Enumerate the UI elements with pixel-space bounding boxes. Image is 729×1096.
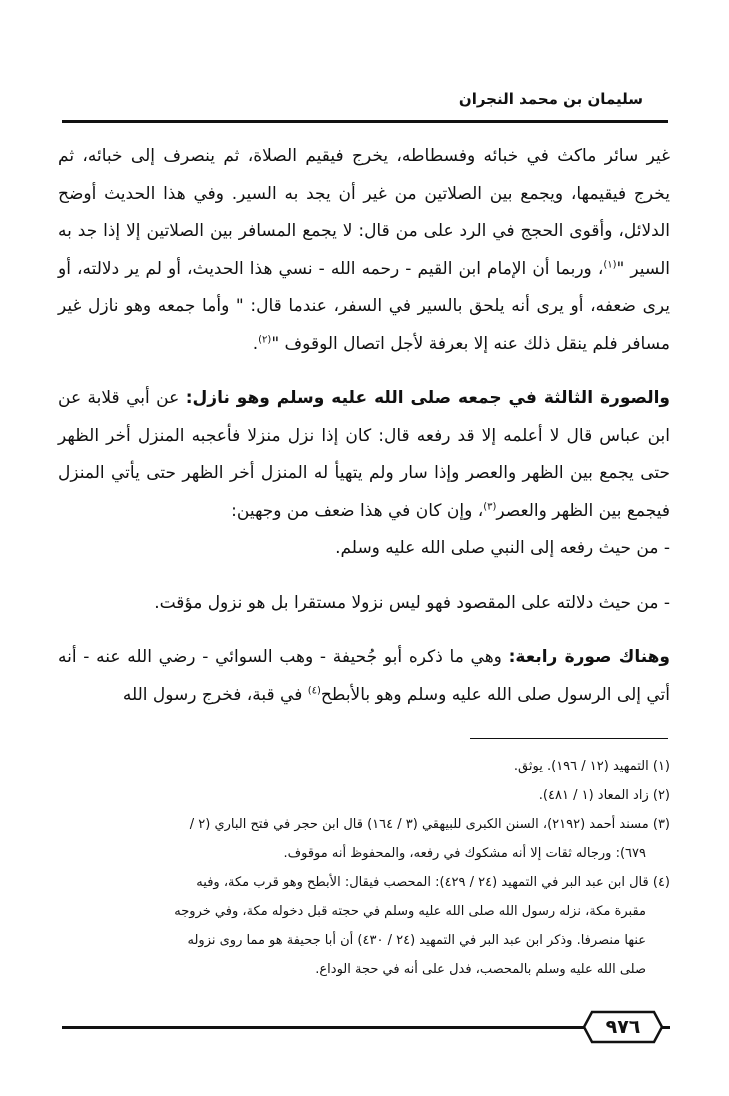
footnote-separator — [470, 738, 668, 739]
running-header-title: سليمان بن محمد النجران — [458, 90, 643, 108]
paragraph-1-end: . — [252, 333, 259, 354]
paragraph-1 — [58, 138, 670, 363]
paragraph-5-text-cont: في قبة، فخرج رسول الله — [122, 684, 308, 705]
paragraph-3: - من حيث رفعه إلى النبي صلى الله عليه وسلم. — [335, 538, 670, 558]
paragraph-5-heading: وهناك صورة رابعة: — [508, 647, 670, 667]
footnote-ref-1[interactable]: (١) — [603, 258, 617, 270]
footnote-ref-4[interactable]: (٤) — [307, 684, 321, 696]
paragraph-1-text-cont: ، وربما أن الإمام ابن القيم - رحمه الله - نسي هذا الحديث، أو لم ير دلالته، أو يرى ضعفه، أو يرى أنه يلحق بالسير في السفر، عندما قال: " وأما جمعه وهو نازل غير مسافر فلم ينقل ذلك عنه إلا بعرفة لأجل اتصال الوقوف " — [58, 258, 670, 354]
paragraph-2-text: عن أبي قلابة عن ابن عباس قال لا أعلمه إلا قد رفعه قال: كان إذا نزل منزلا فأعجبه المنزل أخر الظهر حتى يجمع بين الظهر والعصر وإذا سار ولم يتهيأ له المنزل أخر الظهر حتى يأتي المنزل فيجمع بين الظهر والعصر — [58, 388, 670, 521]
footnote-3-line-2: ٦٧٩): ورجاله ثقات إلا أنه مشكوك في رفعه، والمحفوظ أنه موقوف. — [283, 846, 646, 861]
footnote-4-line-1: (٤) قال ابن عبد البر في التمهيد (٢٤ / ٤٢٩): المحصب فيقال: الأبطح وهو قرب مكة، وفيه — [196, 875, 670, 890]
paragraph-2-text-cont: ، وإن كان في هذا ضعف من وجهين: — [231, 500, 484, 521]
paragraph-5-text: وهي ما ذكره أبو جُحيفة - وهب السوائي - رضي الله عنه - أنه أتي إلى الرسول صلى الله عليه وسلم وهو بالأبطح — [58, 647, 670, 705]
footnote-ref-2[interactable]: (٢) — [258, 333, 272, 345]
footnotes — [58, 752, 670, 984]
paragraph-5 — [58, 639, 670, 714]
footnote-4 — [58, 868, 670, 984]
footnote-2: (٢) زاد المعاد (١ / ٤٨١). — [538, 788, 670, 803]
paragraph-2-heading: والصورة الثالثة في جمعه صلى الله عليه وسلم وهو نازل: — [185, 388, 670, 408]
footnote-4-line-3: عنها منصرفا. وذكر ابن عبد البر في التمهيد (٢٤ / ٤٣٠) أن أبا جحيفة هو مما روى نزوله — [187, 933, 646, 948]
footnote-3 — [58, 810, 670, 868]
main-text — [58, 138, 670, 714]
paragraph-1-text: غير سائر ماكث في خبائه وفسطاطه، يخرج فيقيم الصلاة، ثم ينصرف إلى خبائه، ثم يخرج فيقيمها، ويجمع بين الصلاتين من غير أن يجد به السير. وفي هذا الحديث أوضح الدلائل، وأقوى الحجج في الرد على من قال: لا يجمع المسافر بين الصلاتين إلا إذا جد به السير " — [58, 146, 670, 279]
footnote-ref-3[interactable]: (٣) — [483, 500, 497, 512]
page-number: ٩٧٦ — [605, 1016, 641, 1038]
header-rule — [62, 120, 668, 123]
footnote-3-line-1: (٣) مسند أحمد (٢١٩٢)، السنن الكبرى للبيهقي (٣ / ١٦٤) قال ابن حجر في فتح الباري (٢ / — [189, 817, 670, 832]
footnote-4-line-4: صلى الله عليه وسلم بالمحصب، فدل على أنه في حجة الوداع. — [315, 962, 646, 977]
page-number-frame — [582, 1010, 664, 1044]
paragraph-2 — [58, 380, 670, 530]
footnote-4-line-2: مقبرة مكة، نزله رسول الله صلى الله عليه وسلم في حجته قبل دخوله مكة، وفي خروجه — [174, 904, 646, 919]
footer-rule-left — [62, 1026, 584, 1029]
paragraph-4: - من حيث دلالته على المقصود فهو ليس نزولا مستقرا بل هو نزول مؤقت. — [154, 592, 670, 613]
footnote-1: (١) التمهيد (١٢ / ١٩٦). يوثق. — [513, 759, 670, 774]
